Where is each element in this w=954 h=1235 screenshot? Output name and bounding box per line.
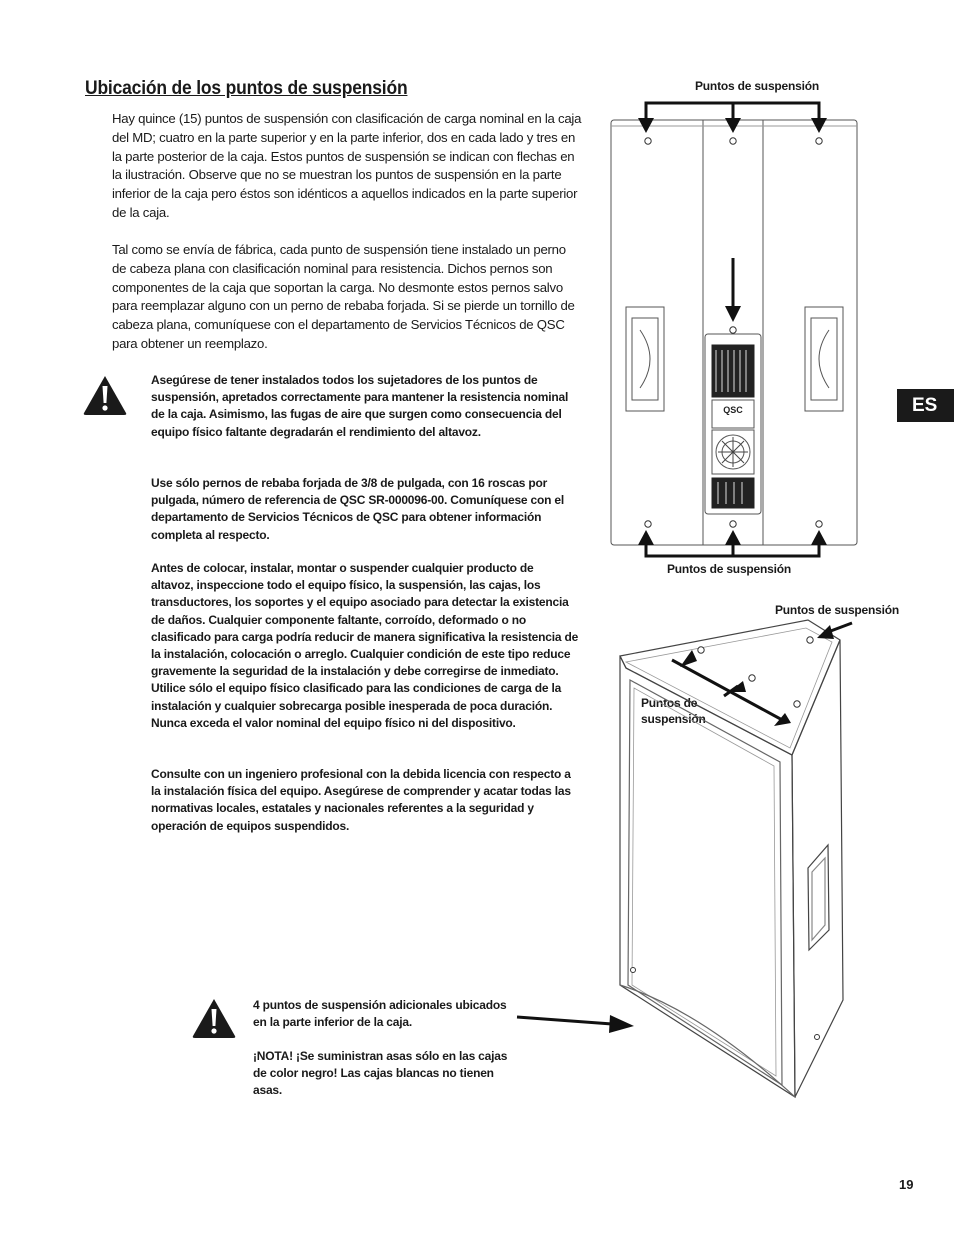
language-tab: ES xyxy=(897,389,954,422)
warning-text-4: Consulte con un ingeniero profesional con la debida licencia con respecto a la instalación física del equipo. Asegúrese de comprender y acatar todas las normativas locales, estatales y nacionales referentes a la seguridad y operación de equipos suspendidos. xyxy=(151,767,571,833)
bottom-warning-text-2: ¡NOTA! ¡Se suministran asas sólo en las cajas de color negro! Las cajas blancas no tienen asas. xyxy=(253,1049,508,1098)
warning-text-2: Use sólo pernos de rebaba forjada de 3/8 de pulgada, con 16 roscas por pulgada, número de referencia de QSC SR-000096-00. Comuníquese con el departamento de Servicios Técnicos de QSC para obtener información completa al respecto. xyxy=(151,476,564,542)
label-side-right: Puntos de suspensión xyxy=(775,603,900,617)
bottom-warning-text-1: 4 puntos de suspensión adicionales ubicados en la parte inferior de la caja. xyxy=(253,998,507,1030)
paragraph-2: Tal como se envía de fábrica, cada punto de suspensión tiene instalado un perno de cabeza plana con clasificación nominal para resistencia. Dichos pernos son componentes de la caja que soportan la carga. No desmonte estos pernos salvo para reemplazar alguno con un perno de rebaba forjada. Si se pierde un tornillo de cabeza plana, comuníquese con el departamento de Servicios Técnicos de QSC para obtener un reemplazo. xyxy=(112,242,575,351)
warning-text-3: Antes de colocar, instalar, montar o suspender cualquier producto de altavoz, inspeccione todo el equipo físico, la suspensión, las cajas, los transductores, los soportes y el equipo asociado para detectar la existencia de daños. Cualquier componente faltante, corroído, deformado o no clasificado para carga podría reducir de manera significativa la resistencia de la instalación, colocación o arreglo. Cualquier condición de este tipo reduce gravemente la seguridad de la instalación y debe corregirse de inmediato. Utilice sólo el equipo físico clasificado para las condiciones de carga de la instalación y cualquier sobrecarga posible inesperada de poca duración. Nunca exceda el valor nominal del equipo físico ni del dispositivo. xyxy=(151,561,579,730)
page-number: 19 xyxy=(899,1177,914,1192)
section-heading: Ubicación de los puntos de suspensión xyxy=(85,78,408,99)
speaker-perspective-illustration xyxy=(510,610,860,1110)
speaker-rear-illustration xyxy=(600,95,870,560)
label-rear-top: Puntos de suspensión xyxy=(695,79,820,93)
panel-brand-label: QSC xyxy=(723,405,743,415)
warning-triangle-icon xyxy=(191,997,237,1039)
label-rear-bottom: Puntos de suspensión xyxy=(667,562,792,576)
warning-triangle-icon xyxy=(82,374,128,416)
warning-text-1: Asegúrese de tener instalados todos los sujetadores de los puntos de suspensión, apretados correctamente para mantener la resistencia nominal de la caja. Asimismo, las fugas de aire que surgen como consecuencia del equipo físico faltante degradarán el rendimiento del altavoz. xyxy=(151,373,569,439)
paragraph-1: Hay quince (15) puntos de suspensión con clasificación de carga nominal en la caja del MD; cuatro en la parte superior y en la parte inferior, dos en cada lado y tres en la parte posterior de la caja. Estos puntos de suspensión se indican con flechas en la ilustración. Observe que no se muestran los puntos de suspensión en la parte inferior de la caja pero éstos son idénticos a aquellos indicados en la parte superior de la caja. xyxy=(112,111,582,220)
label-side-left: Puntos de suspensión xyxy=(641,696,706,726)
